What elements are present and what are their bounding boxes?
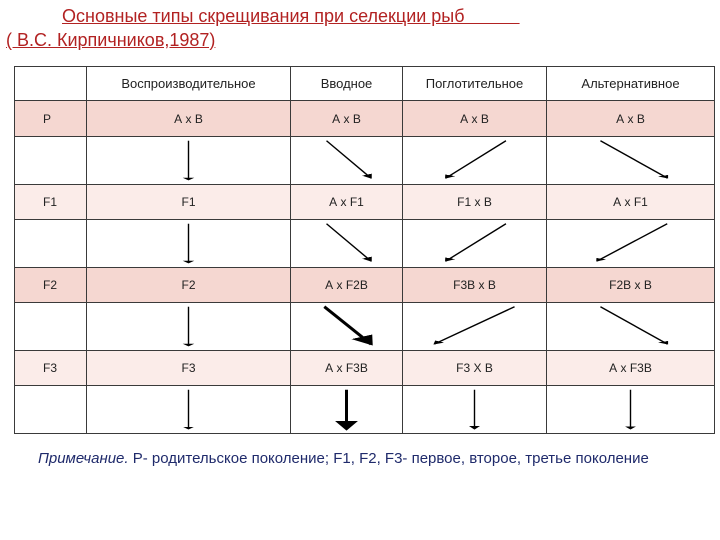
arrow-cell	[547, 386, 715, 434]
arrow-cell	[87, 220, 291, 268]
table-row	[15, 101, 715, 136]
table-row	[15, 350, 715, 385]
cross-cell: F1 х В	[403, 184, 547, 219]
arrow-line	[324, 307, 371, 344]
title-line-2: ( В.С. Кирпичников,1987)	[6, 30, 216, 50]
cross-cell: А х В	[87, 101, 291, 136]
header-introductory: Вводное	[291, 67, 403, 101]
arrow-cell	[87, 386, 291, 434]
arrow-cell	[403, 220, 547, 268]
arrow-line	[327, 141, 371, 178]
cross-cell: А х F2B	[291, 267, 403, 302]
arrow-line	[600, 141, 667, 178]
arrow-cell	[547, 136, 715, 184]
cross-cell: А х В	[403, 101, 547, 136]
header-corner	[15, 67, 87, 101]
arrow-line	[446, 141, 506, 178]
cross-cell: F3 X В	[403, 350, 547, 385]
crossing-table	[14, 66, 715, 434]
arrow-cell	[87, 303, 291, 351]
generation-label: F1	[15, 184, 87, 219]
cross-cell: А х F1	[547, 184, 715, 219]
arrow-line	[434, 307, 514, 344]
empty-cell	[15, 136, 87, 184]
generation-label: P	[15, 101, 87, 136]
footnote	[38, 449, 678, 468]
cross-cell: А х F1	[291, 184, 403, 219]
arrow-cell	[291, 136, 403, 184]
cross-cell: F3B х В	[403, 267, 547, 302]
arrow-row	[15, 136, 715, 184]
arrow-icon	[87, 137, 290, 184]
empty-cell	[15, 220, 87, 268]
generation-label: F3	[15, 350, 87, 385]
arrow-cell	[291, 386, 403, 434]
cross-cell: А х В	[547, 101, 715, 136]
arrow-icon	[547, 220, 714, 267]
arrow-line	[600, 307, 667, 344]
header-alternative: Альтернативное	[547, 67, 715, 101]
footnote-text: Р- родительское поколение; F1, F2, F3- первое, второе, третье поколение	[128, 450, 649, 467]
arrow-cell	[291, 220, 403, 268]
empty-cell	[15, 303, 87, 351]
title-line-1: Основные типы скрещивания при селекции рыб	[62, 6, 520, 26]
arrow-icon	[547, 386, 714, 433]
generation-label: F2	[15, 267, 87, 302]
footnote-label: Примечание.	[38, 450, 129, 467]
arrow-icon	[403, 303, 546, 350]
header-reproductive: Воспроизводительное	[87, 67, 291, 101]
arrow-icon	[87, 303, 290, 350]
arrow-icon	[547, 137, 714, 184]
arrow-row	[15, 303, 715, 351]
header-absorptive: Поглотительное	[403, 67, 547, 101]
arrow-icon	[291, 220, 402, 267]
arrow-cell	[547, 303, 715, 351]
arrow-icon	[291, 303, 402, 350]
arrow-line	[446, 224, 506, 261]
arrow-cell	[403, 303, 547, 351]
table-row	[15, 184, 715, 219]
arrow-cell	[87, 136, 291, 184]
arrow-icon	[403, 137, 546, 184]
arrow-line	[597, 224, 667, 261]
arrow-icon	[403, 386, 546, 433]
arrow-icon	[403, 220, 546, 267]
header-row	[15, 67, 715, 101]
table-row	[15, 267, 715, 302]
cross-cell: А х F3B	[547, 350, 715, 385]
cross-cell: F2B х В	[547, 267, 715, 302]
arrow-icon	[547, 303, 714, 350]
arrow-row	[15, 220, 715, 268]
cross-cell: А х В	[291, 101, 403, 136]
cross-cell: А х F3B	[291, 350, 403, 385]
cross-cell: F1	[87, 184, 291, 219]
empty-cell	[15, 386, 87, 434]
cross-cell: F3	[87, 350, 291, 385]
arrow-row	[15, 386, 715, 434]
arrow-icon	[87, 220, 290, 267]
arrow-icon	[87, 386, 290, 433]
arrow-cell	[547, 220, 715, 268]
cross-cell: F2	[87, 267, 291, 302]
arrow-icon	[291, 137, 402, 184]
arrow-icon	[291, 386, 402, 433]
arrow-cell	[403, 136, 547, 184]
arrow-cell	[291, 303, 403, 351]
arrow-line	[327, 224, 371, 261]
arrow-cell	[403, 386, 547, 434]
